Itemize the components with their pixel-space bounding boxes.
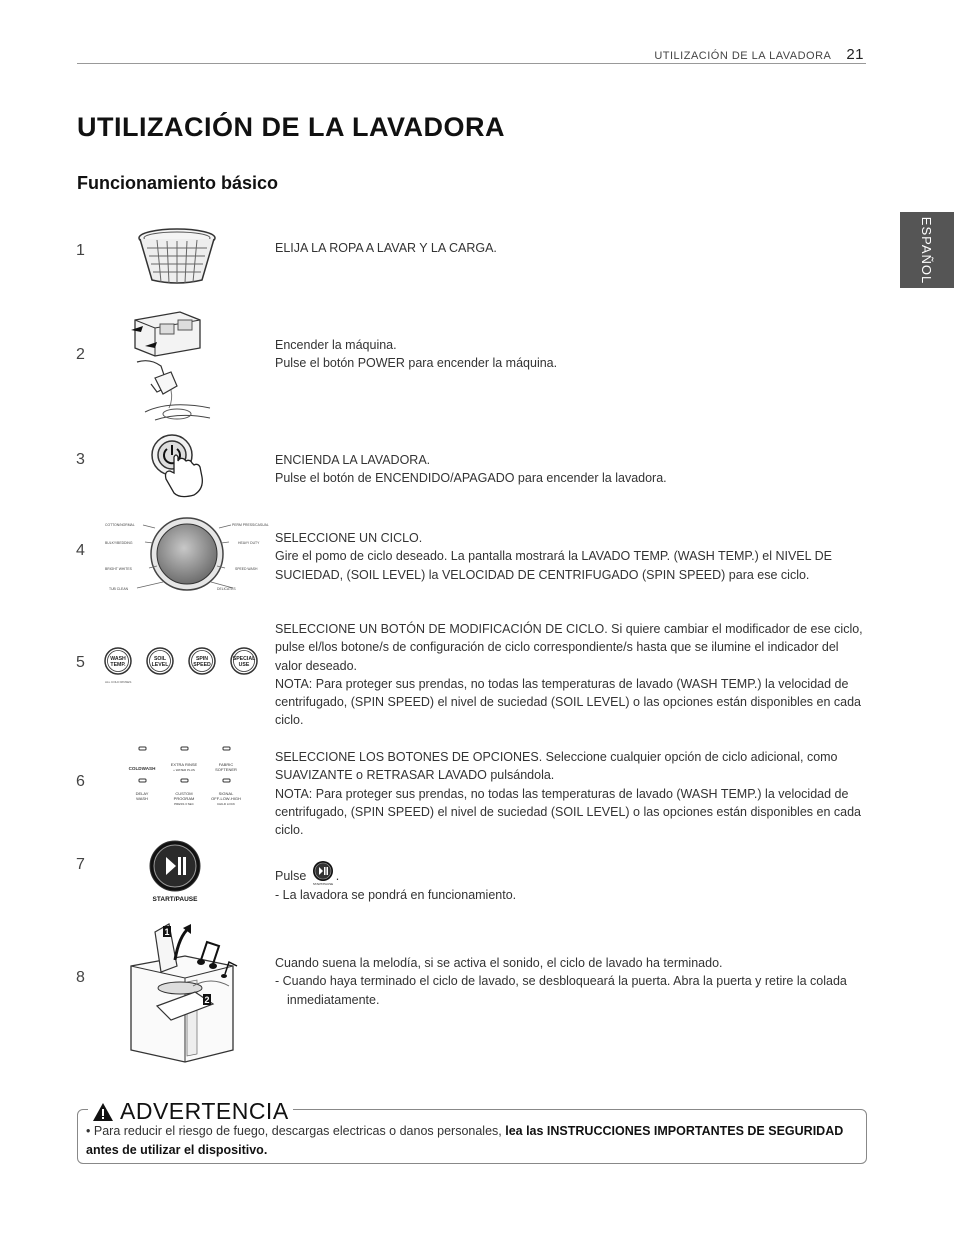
knob-label-bulky-bedding: BULKY/BEDDING xyxy=(105,541,133,545)
start-pause-button-icon xyxy=(145,840,207,906)
step-7-number: 7 xyxy=(76,856,85,873)
running-header xyxy=(654,46,864,63)
laundry-basket-icon xyxy=(135,226,220,286)
custom-program-label-1: CUSTOM xyxy=(175,791,193,796)
warning-title xyxy=(88,1098,293,1125)
special-use-button-line2: USE xyxy=(238,662,250,668)
signal-sub-label: CHILD LOCK xyxy=(216,802,236,806)
step-3-line-1: ENCIENDA LA LAVADORA. xyxy=(275,453,431,467)
step-5-number: 5 xyxy=(76,654,85,671)
soil-level-button-line2: LEVEL xyxy=(151,662,169,668)
warning-text xyxy=(86,1122,856,1160)
cycle-modifier-buttons xyxy=(102,645,264,687)
step-5-line-1: SELECCIONE UN BOTÓN DE MODIFICACIÓN DE CICLO. Si quiere cambiar el modificador de ese ciclo, pulse el/los botone/s de configuración de ciclo correspondiente/s hasta que se ilumine el indicador del valor deseado. xyxy=(275,622,863,673)
warning-text-plain: Para reducir el riesgo de fuego, descargas electricas o danos personales, xyxy=(93,1124,502,1138)
delay-wash-label-2: WASH xyxy=(136,796,148,801)
door-step-badge-2-label: 2 xyxy=(204,995,210,1005)
step-3-text xyxy=(275,451,865,488)
modifier-caption: ALL COLD RINSES xyxy=(105,680,132,684)
door-step-badge-1-label: 1 xyxy=(164,927,170,937)
step-6-number: 6 xyxy=(76,773,85,790)
step-6-line-2: NOTA: Para proteger sus prendas, no todas las temperaturas de lavado (WASH TEMP.) la velocidad de centrifugado, (SPIN SPEED) el nivel de suciedad (SOIL LEVEL) o las opciones están disponibles en cada ciclo. xyxy=(275,786,861,838)
cycle-knob-icon xyxy=(105,516,270,596)
spin-speed-button-line1: SPIN xyxy=(195,656,209,662)
step-5-line-2: NOTA: Para proteger sus prendas, no todas las temperaturas de lavado (WASH TEMP.) la velocidad de centrifugado, (SPIN SPEED) el nivel de suciedad (SOIL LEVEL) o las opciones están disponibles en cada ciclo. xyxy=(275,676,861,728)
step-2-line-1: Encender la máquina. xyxy=(275,338,397,352)
knob-label-heavy-duty: HEAVY DUTY xyxy=(238,541,260,545)
step-6-text xyxy=(275,748,865,839)
fabric-softener-label-1: FABRIC xyxy=(218,762,234,767)
detergent-dispenser-icon xyxy=(125,308,215,426)
start-pause-mini-icon xyxy=(310,860,336,886)
knob-label-speed-wash: SPEED WASH xyxy=(235,567,258,571)
step-6-line-1: SELECCIONE LOS BOTONES DE OPCIONES. Seleccione cualquier opción de ciclo adicional, como SUAVIZANTE o RETRASAR LAVADO pulsándola. xyxy=(275,750,838,783)
step-7-text: Pulse START/PAUSE . - La lavadora se pondrá en funcionamiento. xyxy=(275,860,865,904)
step-7-pulse: Pulse xyxy=(275,869,307,883)
soil-level-button-line1: SOIL xyxy=(153,656,167,662)
step-8-line-1: Cuando suena la melodía, si se activa el sonido, el ciclo de lavado ha terminado. xyxy=(275,956,723,970)
step-3-number: 3 xyxy=(76,451,85,468)
step-4-text xyxy=(275,529,865,584)
step-5-text xyxy=(275,620,865,730)
page-title: UTILIZACIÓN DE LA LAVADORA xyxy=(77,112,505,142)
step-8-number: 8 xyxy=(76,969,85,986)
start-pause-label: START/PAUSE xyxy=(152,896,198,903)
signal-label-1: SIGNAL xyxy=(218,791,234,796)
page-number: 21 xyxy=(846,46,864,63)
step-1-line: ELIJA LA ROPA A LAVAR Y LA CARGA. xyxy=(275,241,497,255)
start-pause-mini-label: START/PAUSE xyxy=(312,882,333,886)
wash-temp-button-line1: WASH xyxy=(110,656,126,662)
knob-label-cotton-normal: COTTON/NORMAL xyxy=(105,523,135,527)
knob-label-bright-whites: BRIGHT WHITES xyxy=(105,567,132,571)
extra-rinse-label: EXTRA RINSE xyxy=(170,762,198,767)
special-use-button-line1: SPECIAL xyxy=(232,656,256,662)
coldwash-label: COLDWASH xyxy=(128,766,156,771)
running-header-section: UTILIZACIÓN DE LA LAVADORA xyxy=(654,50,831,62)
step-1-number: 1 xyxy=(76,242,85,259)
knob-label-tub-clean: TUB CLEAN xyxy=(109,587,129,591)
signal-label-2: OFF-LOW-HIGH xyxy=(211,796,241,801)
step-4-line-2: Gire el pomo de ciclo deseado. La pantalla mostrará la LAVADO TEMP. (WASH TEMP.) el NIVEL DE SUCIEDAD, (SOIL LEVEL) la VELOCIDAD DE CENTRIFUGADO (SPIN SPEED) para ese ciclo. xyxy=(275,549,832,582)
step-7-sub: - La lavadora se pondrá en funcionamiento. xyxy=(275,888,517,902)
warning-triangle-icon xyxy=(92,1102,114,1122)
spin-speed-button-line2: SPEED xyxy=(193,662,211,668)
step-1-text xyxy=(275,239,865,257)
custom-program-label-2: PROGRAM xyxy=(173,796,195,801)
step-2-line-2: Pulse el botón POWER para encender la máquina. xyxy=(275,356,558,371)
option-buttons-panel xyxy=(122,744,247,810)
washer-open-door-icon xyxy=(125,922,243,1066)
delay-wash-label-1: DELAY xyxy=(135,791,149,796)
warning-text-bold: lea las INSTRUCCIONES IMPORTANTES DE SEGURIDAD antes de utilizar el dispositivo. xyxy=(86,1124,844,1157)
step-3-line-2: Pulse el botón de ENCENDIDO/APAGADO para encender la lavadora. xyxy=(275,471,667,486)
warning-bullet: • xyxy=(86,1124,91,1138)
knob-label-delicates: DELICATES xyxy=(217,587,236,591)
extra-rinse-sub-label: + WATER PLUS xyxy=(173,768,195,772)
fabric-softener-label-2: SOFTENER xyxy=(215,767,237,772)
wash-temp-button-line2: TEMP. xyxy=(110,662,126,668)
step-8-text xyxy=(275,954,865,1009)
section-subtitle: Funcionamiento básico xyxy=(77,173,279,193)
step-2-text xyxy=(275,336,865,373)
power-button-icon xyxy=(150,433,208,499)
step-8-sub: - Cuando haya terminado el ciclo de lavado, se desbloqueará la puerta. Abra la puerta y retire la colada inmediatamente. xyxy=(275,974,847,1007)
language-tab-label: ESPAÑOL xyxy=(919,216,935,284)
warning-title-text: ADVERTENCIA xyxy=(120,1098,289,1124)
step-4-number: 4 xyxy=(76,542,85,559)
language-tab xyxy=(900,212,954,288)
knob-label-perm-press: PERM PRESS/CASUAL xyxy=(232,523,269,527)
custom-program-sub-label: PRESS 3 SEC xyxy=(174,802,194,806)
step-2-number: 2 xyxy=(76,346,85,363)
header-rule xyxy=(77,63,866,64)
step-4-line-1: SELECCIONE UN CICLO. xyxy=(275,531,423,545)
